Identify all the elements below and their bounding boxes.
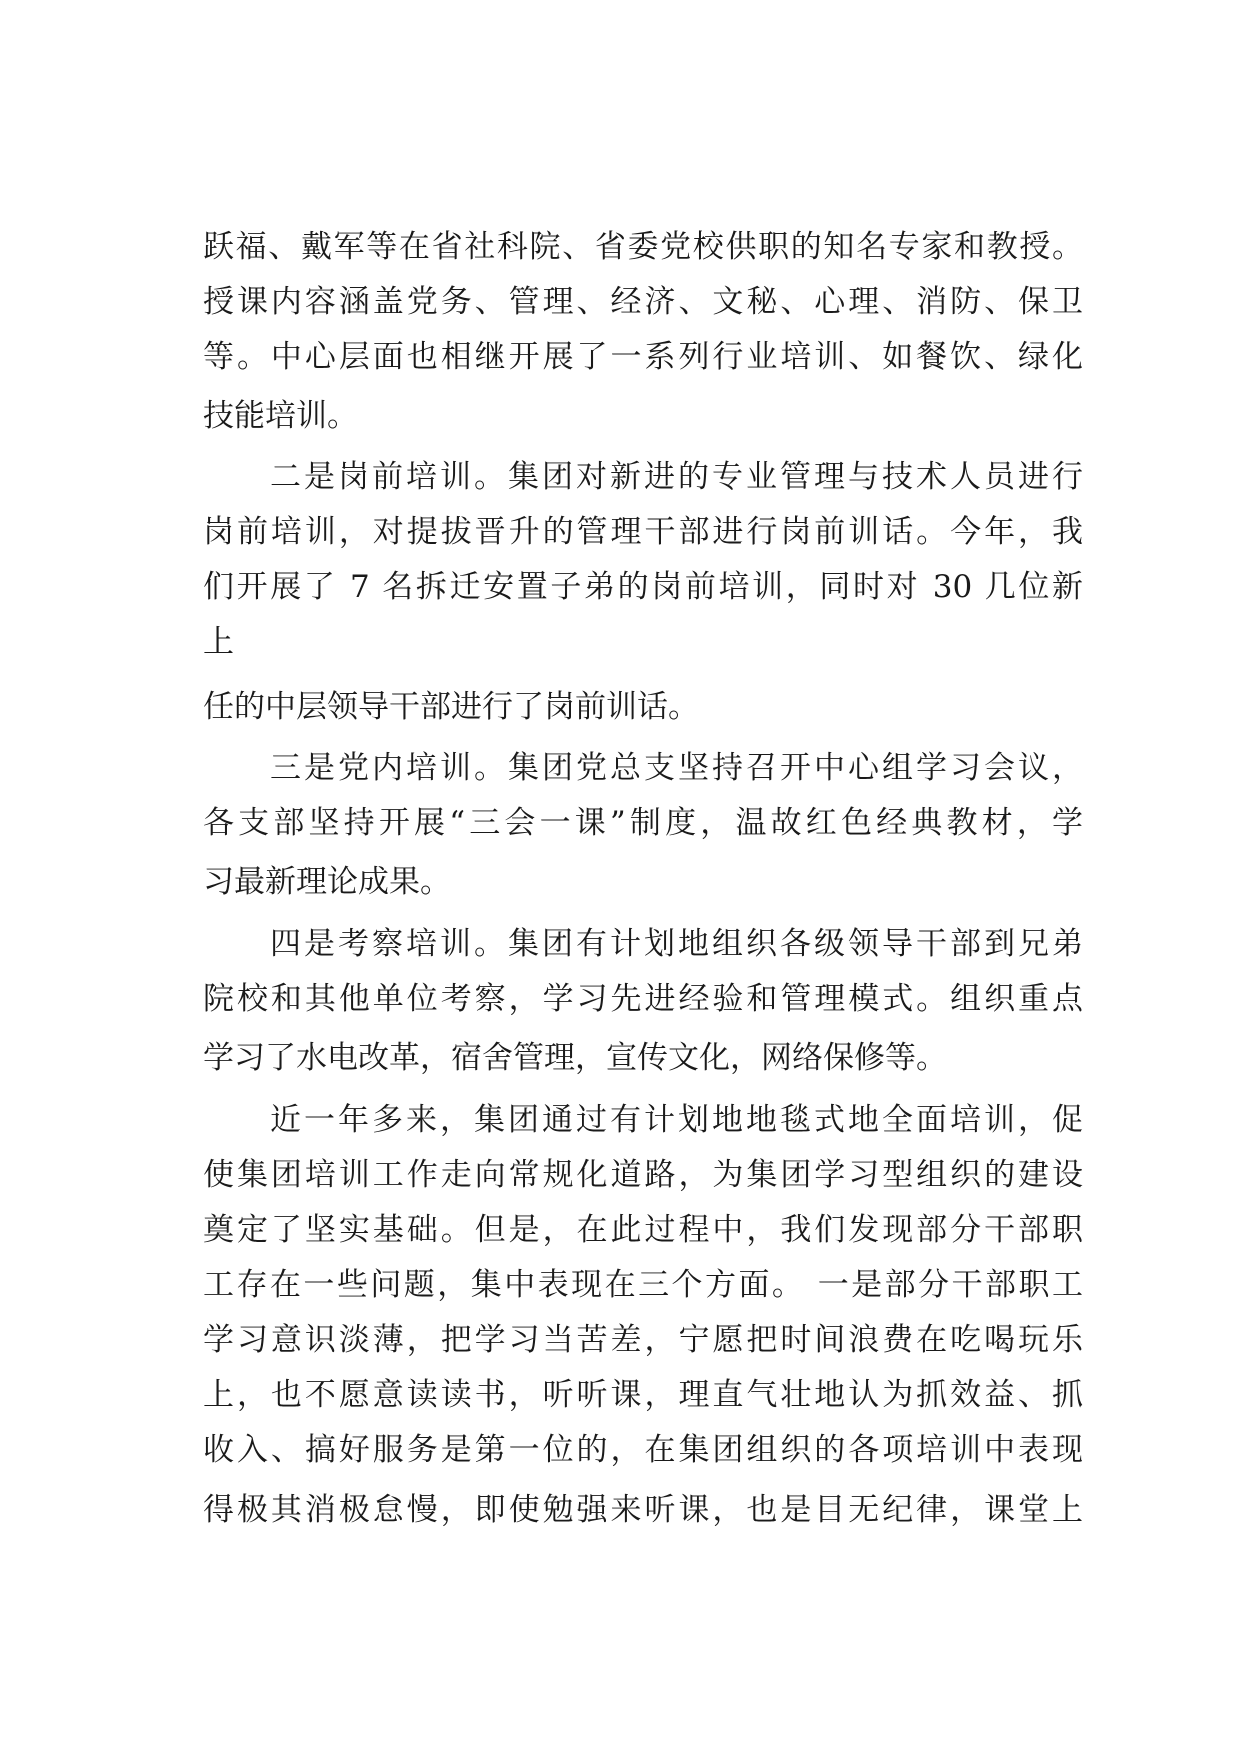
text-line: 等。中心层面也相继开展了一系列行业培训、如餐饮、绿化 <box>203 339 1083 375</box>
text-line: 们开展了 7 名拆迁安置子弟的岗前培训，同时对 30 几位新 <box>203 569 1083 605</box>
text-line: 奠定了坚实基础。但是，在此过程中，我们发现部分干部职 <box>203 1212 1083 1248</box>
paragraph-start-line: 二是岗前培训。集团对新进的专业管理与技术人员进行 <box>270 459 1083 495</box>
text-line: 得极其消极怠慢，即使勉强来听课，也是目无纪律，课堂上 <box>203 1492 1083 1528</box>
text-line: 院校和其他单位考察，学习先进经验和管理模式。组织重点 <box>203 981 1083 1017</box>
text-line: 授课内容涵盖党务、管理、经济、文秘、心理、消防、保卫 <box>203 284 1083 320</box>
text-line: 跃福、戴军等在省社科院、省委党校供职的知名专家和教授。 <box>203 229 1083 265</box>
text-line: 技能培训。 <box>203 398 358 434</box>
text-line: 上 <box>203 624 234 660</box>
text-line: 上，也不愿意读读书，听听课，理直气壮地认为抓效益、抓 <box>203 1377 1083 1413</box>
text-line: 学习意识淡薄，把学习当苦差，宁愿把时间浪费在吃喝玩乐 <box>203 1322 1083 1358</box>
paragraph-start-line: 四是考察培训。集团有计划地组织各级领导干部到兄弟 <box>270 926 1083 962</box>
paragraph-start-line: 近一年多来，集团通过有计划地地毯式地全面培训，促 <box>270 1102 1083 1138</box>
text-line: 收入、搞好服务是第一位的，在集团组织的各项培训中表现 <box>203 1432 1083 1468</box>
text-line: 各支部坚持开展“三会一课”制度，温故红色经典教材，学 <box>203 805 1083 841</box>
paragraph-start-line: 三是党内培训。集团党总支坚持召开中心组学习会议， <box>270 750 1083 786</box>
text-line: 学习了水电改革，宿舍管理，宣传文化，网络保修等。 <box>203 1040 947 1076</box>
text-line: 任的中层领导干部进行了岗前训话。 <box>203 689 699 725</box>
text-line: 使集团培训工作走向常规化道路，为集团学习型组织的建设 <box>203 1157 1083 1193</box>
text-line: 习最新理论成果。 <box>203 864 451 900</box>
text-line: 岗前培训，对提拔晋升的管理干部进行岗前训话。今年，我 <box>203 514 1083 550</box>
text-line: 工存在一些问题，集中表现在三个方面。 一是部分干部职工 <box>203 1267 1083 1303</box>
